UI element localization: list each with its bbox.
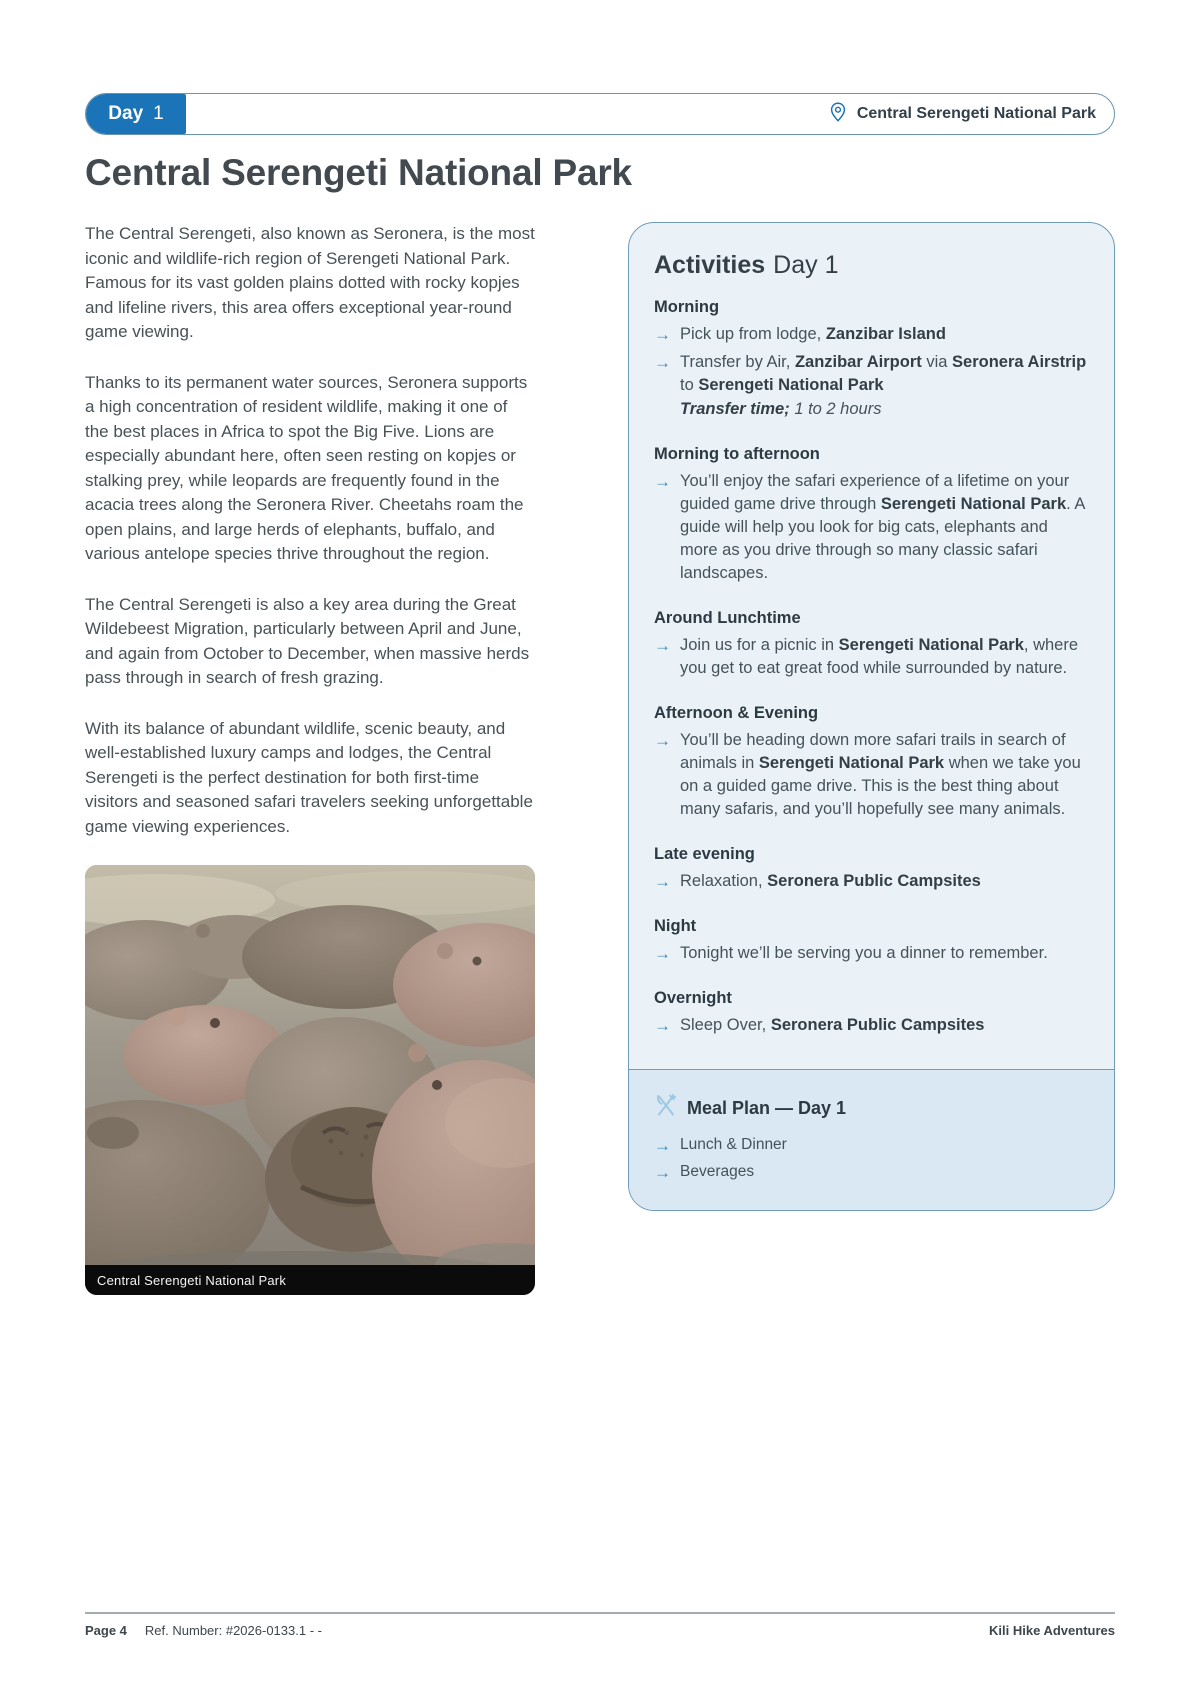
section-heading: Morning to afternoon: [654, 445, 820, 463]
page-title: Central Serengeti National Park: [85, 152, 632, 193]
intro-paragraphs: [85, 222, 535, 839]
day-header-bar: [85, 93, 1115, 135]
activity-item-text: Join us for a picnic in Serengeti National Park, where you get to eat great food while surrounded by nature.: [680, 636, 1079, 677]
meal-plan-header: [654, 1094, 1089, 1123]
meal-plan-item-text: Lunch & Dinner: [680, 1136, 787, 1153]
meal-plan-items: [654, 1134, 1089, 1184]
meal-plan-section: [629, 1069, 1114, 1210]
activity-item-text: Sleep Over, Seronera Public Campsites: [680, 1016, 985, 1034]
intro-column: [85, 222, 535, 1295]
intro-paragraph: With its balance of abundant wildlife, scenic beauty, and well-established luxury camps and lodges, the Central Serengeti is the perfect destination for both first-time visitors and seasoned safari travelers seeking unforgettable game viewing experiences.: [85, 718, 533, 836]
location-pin-icon: [827, 101, 849, 128]
activity-item: [654, 351, 1089, 421]
footer-left: [85, 1623, 322, 1638]
arrow-right-icon: →: [654, 636, 671, 655]
page-number: Page 4: [85, 1623, 127, 1638]
meal-plan-item: [654, 1134, 1089, 1157]
arrow-right-icon: →: [654, 353, 671, 372]
activity-item: [654, 634, 1089, 680]
section-heading: Morning: [654, 298, 720, 316]
meal-plan-title: Meal Plan — Day 1: [687, 1098, 847, 1118]
transfer-time-note: Transfer time; 1 to 2 hours: [680, 400, 882, 418]
intro-paragraph: Thanks to its permanent water sources, Seronera supports a high concentration of resident wildlife, making it one of the best places in Africa to spot the Big Five. Lions are especially abundant here, often seen resting on kopjes or stalking prey, while leopards are frequently found in the acacia trees along the Seronera River. Cheetahs roam the open plains, and large herds of elephants, buffalo, and various antelope species thrive throughout the region.: [85, 372, 528, 563]
activity-item: [654, 729, 1089, 821]
meal-plan-item: [654, 1161, 1089, 1184]
activity-section: [654, 609, 1089, 680]
arrow-right-icon: →: [654, 944, 671, 963]
arrow-right-icon: →: [654, 731, 671, 750]
section-heading: Night: [654, 917, 697, 935]
arrow-right-icon: →: [654, 1136, 671, 1155]
activity-item: [654, 323, 1089, 346]
ref-number: Ref. Number: #2026-0133.1 - -: [144, 1623, 322, 1638]
day-label: Day: [108, 103, 144, 124]
activity-item-text: Tonight we’ll be serving you a dinner to remember.: [680, 944, 1048, 962]
header-location: [186, 94, 1114, 134]
arrow-right-icon: →: [654, 325, 671, 344]
arrow-right-icon: →: [654, 1016, 671, 1035]
utensils-icon: [654, 1094, 678, 1123]
arrow-right-icon: →: [654, 872, 671, 891]
activity-section: [654, 445, 1089, 585]
activity-item-text: You’ll enjoy the safari experience of a lifetime on your guided game drive through Serengeti National Park. A guide will help you look for big cats, elephants and more as you drive through so many classic safari landscapes.: [680, 472, 1085, 582]
intro-paragraph: The Central Serengeti is also a key area during the Great Wildebeest Migration, particularly between April and June, and again from October to December, when massive herds pass through in search of fresh grazing.: [85, 594, 530, 687]
activities-sections: [654, 298, 1089, 1037]
activity-section: [654, 917, 1089, 965]
section-heading: Overnight: [654, 989, 732, 1007]
hippos-photo-illustration: [85, 865, 535, 1295]
brand-name: Kili Hike Adventures: [989, 1623, 1115, 1638]
activity-section: [654, 989, 1089, 1037]
activity-item: [654, 470, 1089, 585]
location-label: Central Serengeti National Park: [856, 105, 1096, 122]
day-number: 1: [153, 103, 164, 124]
activities-title-bold: Activities: [654, 251, 766, 279]
activity-item-text: Pick up from lodge, Zanzibar Island: [680, 325, 946, 343]
activity-item-text: Relaxation, Seronera Public Campsites: [680, 872, 981, 890]
meal-plan-item-text: Beverages: [680, 1163, 755, 1180]
footer: [85, 1612, 1115, 1638]
intro-paragraph: The Central Serengeti, also known as Seronera, is the most iconic and wildlife-rich region of Serengeti National Park. Famous for its vast golden plains dotted with rocky kopjes and lifeline rivers, this area offers exceptional year-round game viewing.: [85, 224, 535, 341]
activity-section: [654, 298, 1089, 421]
activity-item-text: You’ll be heading down more safari trails in search of animals in Serengeti National Park when we take you on a guided game drive. This is the best thing about many safaris, and you’ll hopefully see many animals.: [680, 731, 1081, 818]
section-heading: Afternoon & Evening: [654, 704, 819, 722]
activities-title: [654, 251, 1089, 280]
activity-section: [654, 845, 1089, 893]
arrow-right-icon: →: [654, 1163, 671, 1182]
activity-item-text: Transfer by Air, Zanzibar Airport via Seronera Airstrip to Serengeti National Park Transfer time; 1 to 2 hours: [680, 351, 1089, 421]
photo-caption: Central Serengeti National Park: [85, 1265, 535, 1295]
activities-panel: [628, 222, 1115, 1211]
section-heading: Late evening: [654, 845, 755, 863]
arrow-right-icon: →: [654, 472, 671, 491]
section-heading: Around Lunchtime: [654, 609, 801, 627]
photo: [85, 865, 535, 1295]
activity-item: [654, 1014, 1089, 1037]
activity-item: [654, 942, 1089, 965]
content-columns: [85, 222, 1115, 1295]
activity-item: [654, 870, 1089, 893]
activities-main: [629, 223, 1114, 1069]
activity-section: [654, 704, 1089, 821]
day-badge: [86, 94, 186, 134]
activities-title-rest: Day 1: [773, 251, 839, 279]
